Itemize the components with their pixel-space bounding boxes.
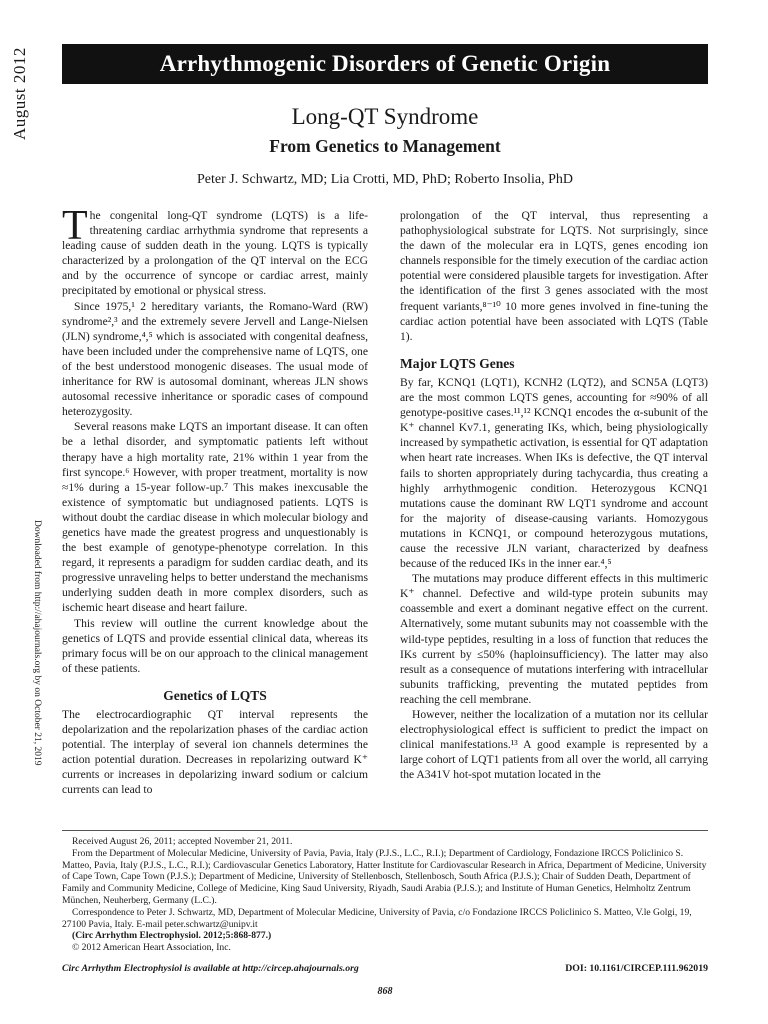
- journal-footer: [62, 963, 708, 974]
- received-dates: Received August 26, 2011; accepted November 21, 2011.: [72, 836, 293, 847]
- body-paragraph: However, neither the localization of a mutation nor its cellular electrophysiological effect is sufficient to predict the impact on clinical manifestations.¹³ A good example is represented by a large cohort of LQT1 patients from all over the world, all carrying the A341V hot-spot mutation located in the: [400, 708, 708, 782]
- article-subtitle: From Genetics to Management: [269, 136, 501, 156]
- body-paragraph: prolongation of the QT interval, thus representing a pathophysiological substrate for LQTS. Not surprisingly, since the dawn of the molecular era in LQTS, genes encoding ion channels responsible for the timely execution of the cardiac action potential were considered plausible targets for investigation. After the identification of the first 3 genes associated with the most frequent variants,⁸⁻¹⁰ 10 more genes involved in fine-tuning the cardiac action potential have been associated with LQTS (Table 1).: [400, 209, 708, 343]
- drop-cap: T: [62, 203, 88, 249]
- body-paragraph: Several reasons make LQTS an important disease. It can often be a lethal disorder, and symptomatic patients left without therapy have a high mortality rate, 21% within 1 year from the first syncope.⁶ However, with proper treatment, mortality is now ≈1% during a 15-year follow-up.⁷ This makes inexcusable the existence of symptomatic but undiagnosed patients. LQTS is without doubt the cardiac disease in which molecular biology and genetics have made the greatest progress and unquestionably is the best example of genotype-phenotype correlation. In this regard, it represents a paradigm for sudden cardiac death, and its progressive unraveling helps to better understand the mechanisms underlying sudden death in more complex disorders, such as ischemic heart disease and heart failure.: [62, 420, 368, 615]
- footnotes: [62, 836, 708, 954]
- author-list: Peter J. Schwartz, MD; Lia Crotti, MD, PhD; Roberto Insolia, PhD: [196, 172, 574, 187]
- section-banner: Arrhythmogenic Disorders of Genetic Origin: [62, 44, 708, 84]
- page-number: 868: [377, 986, 393, 997]
- intro-paragraph: [62, 203, 368, 299]
- footnote-divider: [62, 830, 708, 831]
- body-paragraph: By far, KCNQ1 (LQT1), KCNH2 (LQT2), and SCN5A (LQT3) are the most common LQTS genes, accounting for ≈90% of all genotype-positive cases.¹¹,¹² KCNQ1 encodes the α-subunit of the K⁺ channel Kv7.1, generating IKs, which, being physiologically increased by sympathetic activation, is essential for QT adaptation when heart rate increases. When IKs is defective, the QT interval fails to shorten appropriately during tachycardia, thus creating a highly arrhythmogenic condition. Heterozygous KCNQ1 mutations cause the dominant RW LQT1 syndrome and account for the majority of disease-causing variants. Homozygous mutations in KCNQ1, or compound heterozygous mutations, cause the recessive JLN variant, characterized by deafness because of the reduced IKs in the inner ear.⁴,⁵: [400, 375, 708, 571]
- correspondence: Correspondence to Peter J. Schwartz, MD, Department of Molecular Medicine, University of Pavia, c/o Fondazione IRCCS Policlinico S. Matteo, V.le Golgi, 19, 27100 Pavia, Italy. E-mail peter.schwartz@unipv.it: [62, 906, 692, 930]
- left-column: [62, 203, 368, 798]
- affiliations: From the Department of Molecular Medicine, University of Pavia, Pavia, Italy (P.J.S., L.C., R.I.); Department of Cardiology, Fondazione IRCCS Policlinico S. Matteo, Pavia, Italy (P.J.S., L.C., R.I.); Cardiovascular Genetics Laboratory, Hatter Institute for Cardiovascular Research in Africa, Department of Medicine, University of Cape Town, Cape Town (P.J.S.); Department of Medicine, University of Stellenbosch, Stellenbosch, South Africa (P.J.S.); Chair of Sudden Death, Department of Family and Community Medicine, College of Medicine, King Saud University, Riyadh, Saudi Arabia (P.J.S.); and Institute of Human Genetics, Helmholtz Zentrum München, Neuherberg, Germany (L.C.).: [62, 847, 707, 906]
- doi: DOI: 10.1161/CIRCEP.111.962019: [565, 963, 708, 974]
- copyright: © 2012 American Heart Association, Inc.: [72, 942, 231, 954]
- intro-paragraph-text: he congenital long-QT syndrome (LQTS) is a life-threatening cardiac arrhythmia syndrome that represents a leading cause of sudden death in the young. LQTS is typically characterized by a prolongation of the QT interval on the ECG and by the occurrence of syncope or cardiac arrest, mainly precipitated by emotional or physical stress.: [62, 209, 368, 298]
- body-paragraph: The electrocardiographic QT interval represents the depolarization and the repolarization phases of the cardiac action potential. The interplay of several ion channels determines the action potential duration. Decreases in repolarizing outward K⁺ currents or increases in depolarizing inward sodium or calcium currents can lead to: [62, 708, 368, 797]
- citation: (Circ Arrhythm Electrophysiol. 2012;5:868-877.): [72, 930, 272, 942]
- download-note-margin: Downloaded from http://ahajournals.org by on October 21, 2019: [32, 520, 42, 766]
- journal-availability-link[interactable]: Circ Arrhythm Electrophysiol is available at http://circep.ahajournals.org: [62, 963, 359, 974]
- body-paragraph: The mutations may produce different effects in this multimeric K⁺ channel. Defective and wild-type protein subunits may coassemble and exert a dominant negative effect on the current. Alternatively, some mutant subunits may not coassemble with the wild-type peptides, resulting in a loss of function that reduces the IKs current by ≤50% (haploinsufficiency). The latter may also result as a consequence of mutations interfering with intracellular subunits trafficking, preventing the mutated peptides from reaching the cell membrane.: [400, 572, 708, 706]
- issue-date-margin: August 2012: [10, 47, 29, 141]
- section-heading-genetics: Genetics of LQTS: [163, 687, 267, 703]
- right-column: [400, 208, 708, 782]
- article-title: Long-QT Syndrome: [291, 104, 479, 129]
- body-paragraph: Since 1975,¹ 2 hereditary variants, the Romano-Ward (RW) syndrome²,³ and the extremely severe Jervell and Lange-Nielsen (JLN) syndrome,⁴,⁵ which is associated with congenital deafness, have been included under the comprehensive name of LQTS, one of the best understood monogenic diseases. The usual mode of inheritance for RW is autosomal dominant, whereas JLN shows autosomal recessive inheritance or sporadic cases of compound heterozygosity.: [62, 299, 368, 419]
- body-paragraph: This review will outline the current knowledge about the genetics of LQTS and provide essential clinical data, whereas its primary focus will be on our approach to the clinical management of these patients.: [62, 616, 368, 675]
- section-heading-major-genes: Major LQTS Genes: [400, 355, 515, 371]
